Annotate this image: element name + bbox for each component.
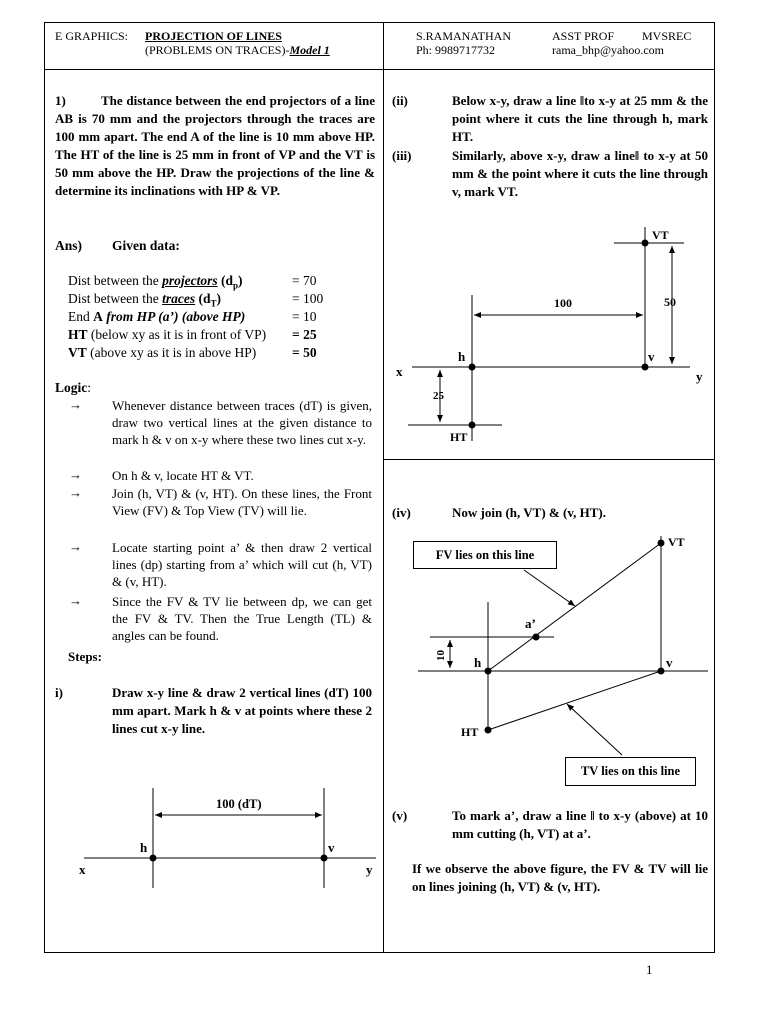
given-value-ht: = 25 bbox=[292, 327, 317, 342]
bullet-arrow-icon: → bbox=[69, 593, 82, 608]
bullet-arrow-icon: → bbox=[69, 485, 82, 500]
figure-1-xy-line bbox=[44, 780, 384, 890]
header-course: E GRAPHICS: bbox=[55, 29, 129, 43]
fig2-label-vt: VT bbox=[652, 228, 669, 242]
header-designation: ASST PROF bbox=[552, 29, 615, 43]
given-row-key: VT bbox=[68, 345, 87, 360]
point-ht bbox=[469, 422, 476, 429]
bullet-arrow-icon: → bbox=[69, 539, 82, 554]
header-email: rama_bhp@yahoo.com bbox=[552, 43, 665, 57]
step-1-number: i) bbox=[55, 685, 63, 700]
point-h bbox=[469, 364, 476, 371]
fig1-dimension-label: 100 (dT) bbox=[216, 797, 262, 811]
figure-3-fv-tv bbox=[384, 530, 714, 790]
tv-callout-label: TV lies on this line bbox=[565, 757, 696, 786]
fig2-label-ht: HT bbox=[450, 430, 468, 444]
bullet-arrow-icon: → bbox=[69, 397, 82, 412]
fig3-label-h: h bbox=[474, 655, 482, 670]
fig2-label-v: v bbox=[648, 349, 655, 364]
fv-pointer-arrow bbox=[524, 570, 575, 606]
fig1-label-y: y bbox=[366, 862, 373, 877]
fig3-label-10: 10 bbox=[435, 650, 447, 661]
step-5-number: (v) bbox=[392, 808, 408, 823]
problem-number: 1) bbox=[55, 93, 66, 108]
logic-item: On h & v, locate HT & VT. bbox=[112, 468, 254, 483]
figure-2-traces bbox=[384, 215, 714, 455]
given-value-traces: = 100 bbox=[292, 291, 324, 306]
step-5-text: To mark a’, draw a line ‖ to x-y (above) at 10 mm cutting (h, VT) at a’. bbox=[452, 808, 708, 841]
ans-label: Ans) bbox=[55, 238, 83, 253]
given-row-ht bbox=[68, 326, 266, 344]
logic-item: Since the FV & TV lie between dp, we can get the FV & TV. Then the True Length (TL) & angles can be found. bbox=[112, 594, 372, 643]
given-row-symbol: (d bbox=[198, 291, 211, 306]
header-divider bbox=[44, 69, 715, 70]
point-a-prime bbox=[533, 634, 540, 641]
header-subtopic-prefix: (PROBLEMS ON TRACES)- bbox=[145, 43, 290, 57]
given-row-subscript: p bbox=[233, 280, 239, 291]
logic-title-text: Logic bbox=[55, 380, 88, 395]
point-h bbox=[150, 855, 157, 862]
fig3-label-ht: HT bbox=[461, 725, 479, 739]
step-2-text: Below x-y, draw a line ‖to x-y at 25 mm & the point where it cuts the line through h, mark HT. bbox=[452, 93, 708, 144]
given-row-post: from HP (a’) (above HP) bbox=[102, 309, 246, 324]
step-4-number: (iv) bbox=[392, 505, 411, 520]
given-row-text: Dist between the bbox=[68, 291, 163, 306]
header-author: S.RAMANATHAN bbox=[416, 29, 512, 43]
point-v bbox=[658, 668, 665, 675]
step-3-text: Similarly, above x-y, draw a line‖ to x-y at 50 mm & the point where it cuts the line through v, mark VT. bbox=[452, 148, 708, 199]
fig2-label-x: x bbox=[396, 364, 403, 379]
fig3-label-v: v bbox=[666, 655, 673, 670]
given-row-post: (below xy as it is in front of VP) bbox=[87, 327, 267, 342]
fig2-label-100: 100 bbox=[554, 296, 572, 310]
given-value-projectors: = 70 bbox=[292, 273, 317, 288]
problem-statement bbox=[55, 92, 375, 200]
point-v bbox=[642, 364, 649, 371]
given-value-end-a: = 10 bbox=[292, 309, 317, 324]
fig3-label-a: a’ bbox=[525, 616, 536, 631]
given-row-key: A bbox=[93, 309, 103, 324]
right-section-divider bbox=[383, 459, 715, 460]
fig2-label-50: 50 bbox=[664, 295, 676, 309]
given-row-key: HT bbox=[68, 327, 88, 342]
given-row-close: ) bbox=[216, 291, 222, 306]
step-4-text: Now join (h, VT) & (v, HT). bbox=[452, 505, 606, 520]
given-row-vt bbox=[68, 344, 256, 362]
header-subtopic bbox=[145, 43, 330, 57]
given-row-key: traces bbox=[162, 291, 196, 306]
tv-pointer-arrow bbox=[567, 704, 622, 755]
given-row-text: Dist between the bbox=[68, 273, 163, 288]
given-row-close: ) bbox=[238, 273, 243, 288]
step-1-text: Draw x-y line & draw 2 vertical lines (dT) 100 mm apart. Mark h & v at points where these 2 lines cut x-y line. bbox=[112, 685, 372, 736]
point-vt bbox=[642, 240, 649, 247]
fig1-label-x: x bbox=[79, 862, 86, 877]
given-row-symbol: (d bbox=[220, 273, 233, 288]
fig1-label-v: v bbox=[328, 840, 335, 855]
given-value-vt: = 50 bbox=[292, 345, 317, 360]
fig1-label-h: h bbox=[140, 840, 148, 855]
point-vt bbox=[658, 540, 665, 547]
header-institution: MVSREC bbox=[642, 29, 692, 43]
line-v-ht bbox=[488, 671, 661, 730]
page-number: 1 bbox=[646, 962, 653, 977]
steps-title: Steps: bbox=[68, 649, 102, 664]
fig3-label-vt: VT bbox=[668, 535, 685, 549]
point-ht bbox=[485, 727, 492, 734]
given-row-subscript: T bbox=[210, 298, 217, 309]
fig2-label-h: h bbox=[458, 349, 466, 364]
given-title: Given data: bbox=[112, 238, 180, 253]
point-h bbox=[485, 668, 492, 675]
header-phone: Ph: 9989717732 bbox=[416, 43, 496, 57]
fig2-label-y: y bbox=[696, 369, 703, 384]
given-row-end-a bbox=[68, 308, 245, 326]
logic-item: Whenever distance between traces (dT) is given, draw two vertical lines at the given distance to mark h & v on x-y where these two lines cut x-y. bbox=[112, 398, 372, 447]
observation-text: If we observe the above figure, the FV & TV will lie on lines joining (h, VT) & (v, HT). bbox=[412, 861, 708, 894]
bullet-arrow-icon: → bbox=[69, 467, 82, 482]
point-v bbox=[321, 855, 328, 862]
step-2-number: (ii) bbox=[392, 93, 408, 108]
header-subtopic-model: Model 1 bbox=[289, 43, 330, 57]
given-row-post: (above xy as it is in above HP) bbox=[86, 345, 257, 360]
header-topic: PROJECTION OF LINES bbox=[145, 29, 282, 43]
step-3-number: (iii) bbox=[392, 148, 412, 163]
fig2-label-25: 25 bbox=[433, 390, 444, 402]
logic-item: Join (h, VT) & (v, HT). On these lines, the Front View (FV) & Top View (TV) will lie. bbox=[112, 486, 372, 518]
logic-item: Locate starting point a’ & then draw 2 vertical lines (dp) starting from a’ which will cut (h, VT) & (v, HT). bbox=[112, 540, 372, 589]
problem-text: The distance between the end projectors of a line AB is 70 mm and the projectors through the traces are 100 mm apart. The end A of the line is 10 mm above HP. The HT of the line is 25 mm in front of VP and the VT is 50 mm above the HP. Draw the projections of the line & determine its inclinations with HP & VP. bbox=[55, 93, 375, 198]
fv-callout-label: FV lies on this line bbox=[413, 541, 557, 569]
logic-title: Logic: bbox=[55, 380, 92, 395]
given-row-key: projectors bbox=[162, 273, 218, 288]
given-row-text: End bbox=[68, 309, 94, 324]
